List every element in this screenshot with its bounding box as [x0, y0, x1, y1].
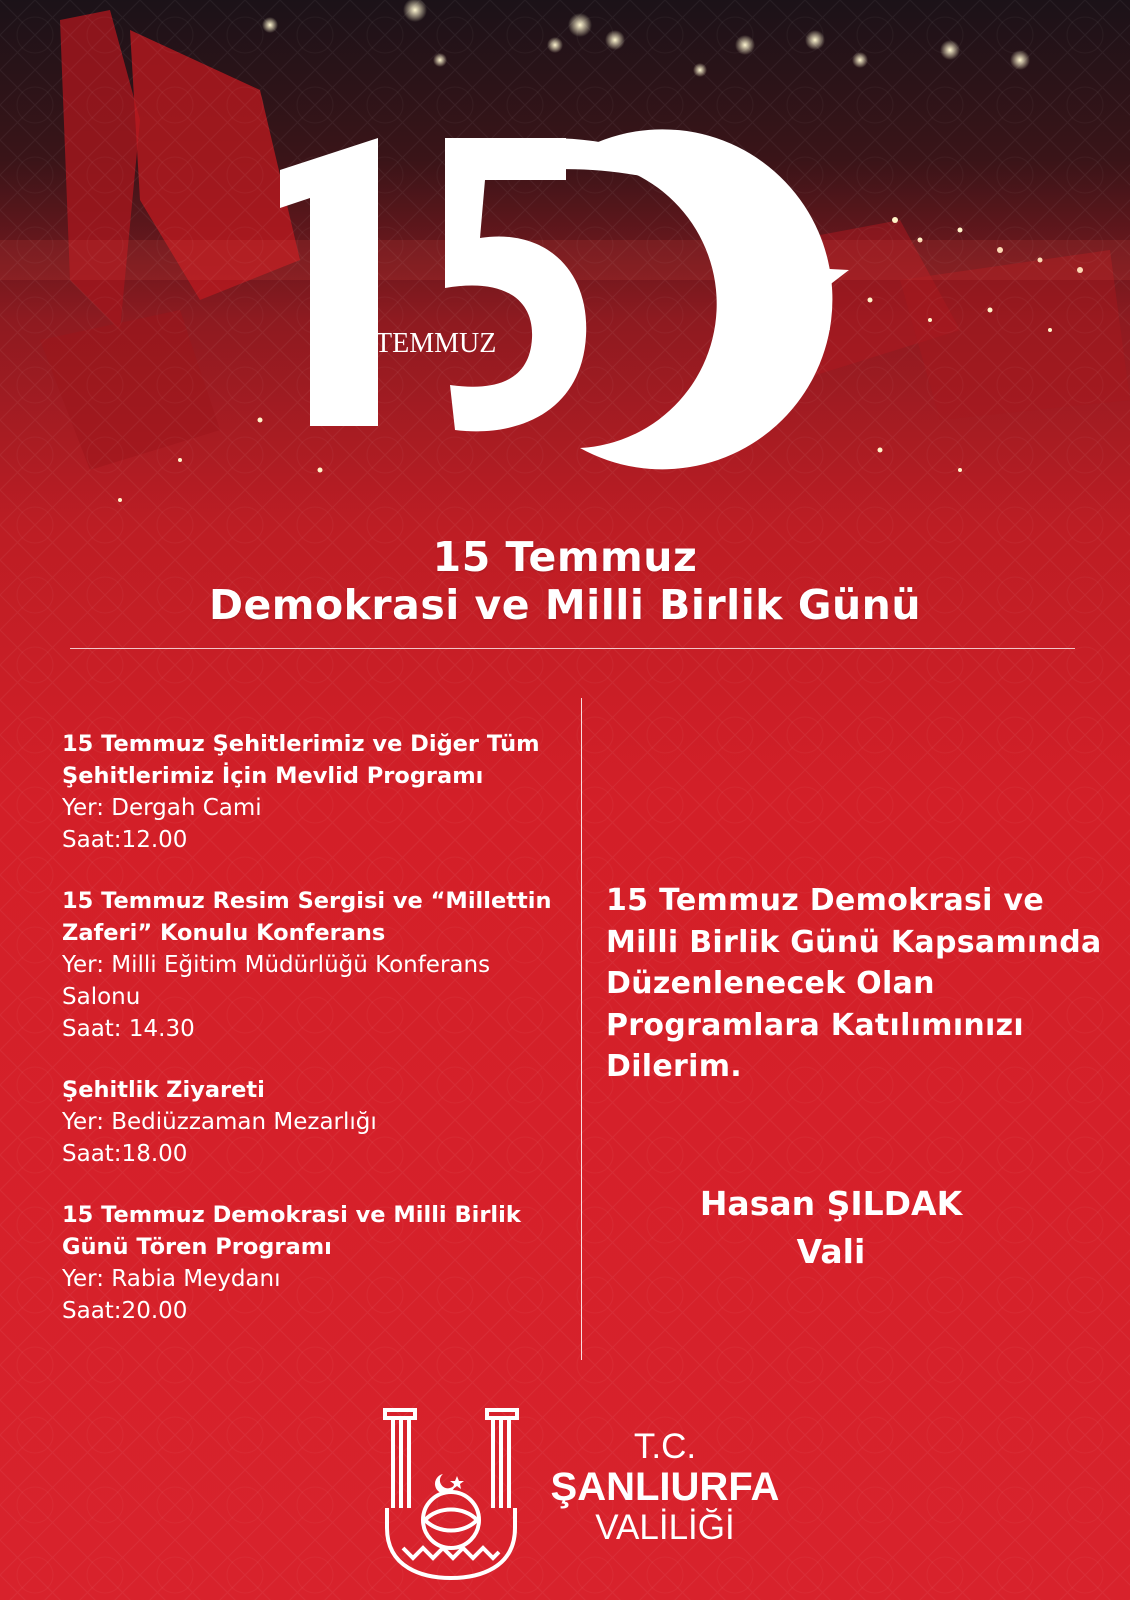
- invitation-line: Milli Birlik Günü Kapsamında: [606, 924, 1102, 960]
- event-time: Saat:20.00: [62, 1298, 188, 1324]
- event-time: Saat:12.00: [62, 827, 188, 853]
- logo-month: TEMMUZ: [375, 328, 497, 359]
- event-title: Şehitlik Ziyareti: [62, 1077, 265, 1103]
- org-prefix: T.C.: [633, 1427, 697, 1466]
- event-item: [62, 885, 582, 1045]
- org-city: ŞANLIURFA: [550, 1465, 780, 1509]
- event-title: Günü Tören Programı: [62, 1234, 332, 1260]
- event-location: Yer: Dergah Cami: [62, 795, 262, 821]
- signature-name: Hasan ŞILDAK: [699, 1184, 963, 1223]
- fifteen-july-logo: [270, 120, 870, 480]
- event-list: [62, 728, 582, 1356]
- horizontal-divider: [70, 648, 1075, 649]
- event-title: Zaferi” Konulu Konferans: [62, 920, 386, 946]
- invitation-line: Düzenlenecek Olan: [606, 966, 935, 1001]
- digit-five: [445, 138, 586, 431]
- digit-one: [280, 138, 378, 426]
- event-time: Saat:18.00: [62, 1141, 188, 1167]
- event-item: [62, 1074, 582, 1170]
- event-location: Salonu: [62, 984, 141, 1010]
- signature-role: Vali: [796, 1232, 866, 1271]
- signature-block: [606, 1180, 1056, 1276]
- page-title-line2: Demokrasi ve Milli Birlik Günü: [208, 581, 922, 629]
- event-item: [62, 728, 582, 856]
- organization-name: [540, 1428, 790, 1548]
- invitation-text: [606, 880, 1106, 1088]
- page-title-line1: 15 Temmuz: [432, 533, 698, 581]
- invitation-line: Programlara Katılımınızı: [606, 1007, 1024, 1043]
- event-location: Yer: Milli Eğitim Müdürlüğü Konferans: [62, 952, 491, 978]
- event-title: 15 Temmuz Şehitlerimiz ve Diğer Tüm: [62, 731, 540, 757]
- event-location: Yer: Bediüzzaman Mezarlığı: [62, 1109, 377, 1135]
- event-time: Saat: 14.30: [62, 1016, 195, 1042]
- event-title: Şehitlerimiz İçin Mevlid Programı: [62, 763, 484, 789]
- event-location: Yer: Rabia Meydanı: [62, 1266, 281, 1292]
- invitation-line: Dilerim.: [606, 1049, 742, 1084]
- event-item: [62, 1199, 582, 1327]
- event-title: 15 Temmuz Resim Sergisi ve “Millettin: [62, 888, 552, 914]
- event-title: 15 Temmuz Demokrasi ve Milli Birlik: [62, 1202, 521, 1228]
- org-suffix: VALİLİĞİ: [595, 1508, 735, 1547]
- invitation-line: 15 Temmuz Demokrasi ve: [606, 883, 1044, 918]
- governorate-seal-icon: [383, 1408, 519, 1580]
